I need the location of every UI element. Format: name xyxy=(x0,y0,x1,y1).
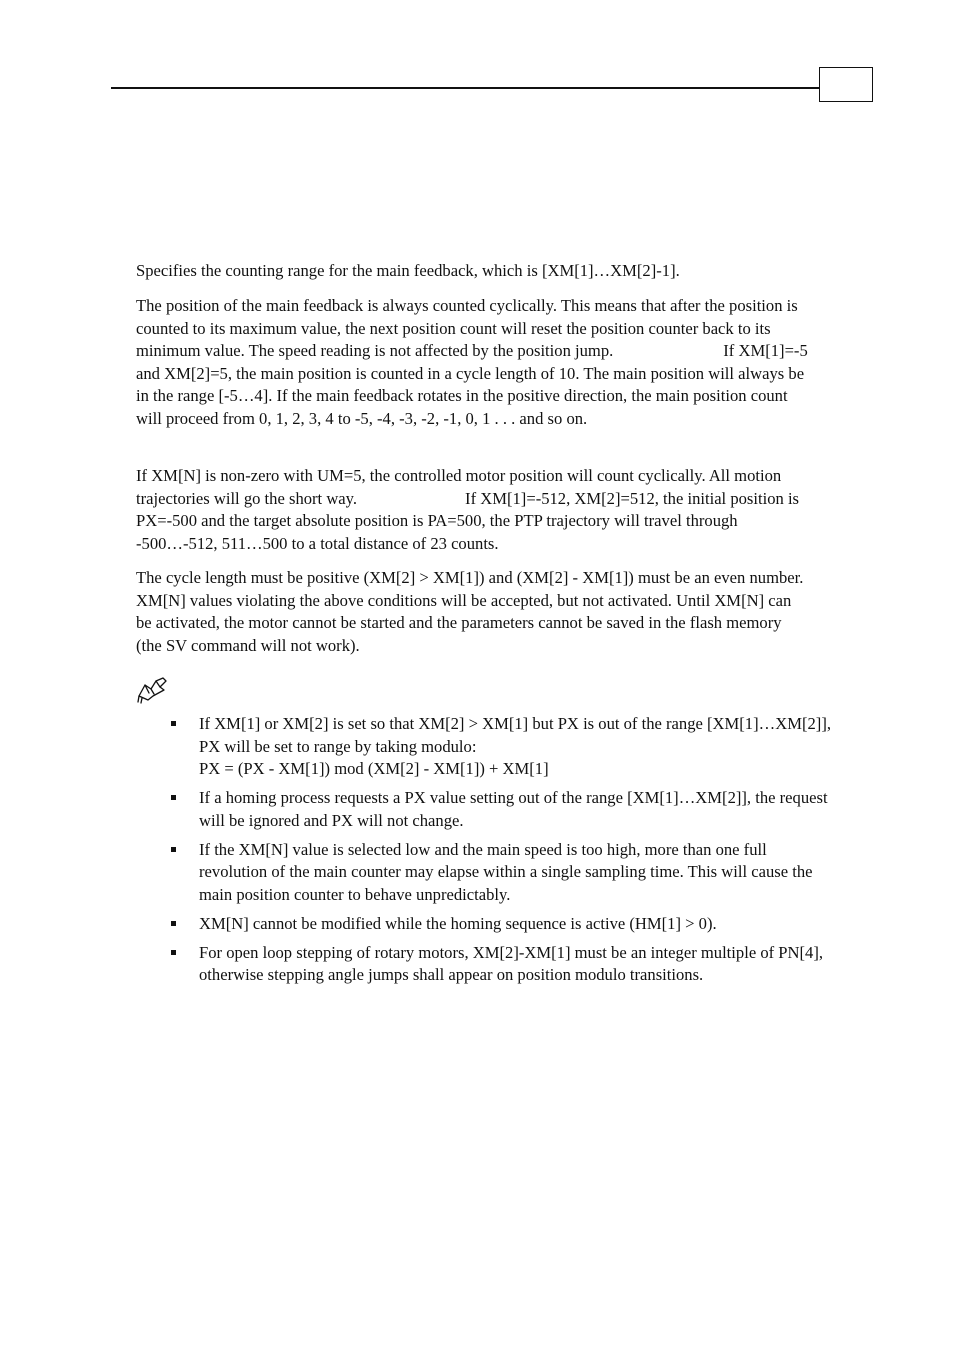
note-formula: PX = (PX - XM[1]) mod (XM[2] - XM[1]) + XM[1] xyxy=(199,759,549,778)
paragraph-cyclic-counting-text: The position of the main feedback is always counted cyclically. This means that after the position is counted to its maximum value, the next position count will reset the position counter back to its minimum value. The speed reading is not affected by the position jump. xyxy=(136,296,798,360)
note-text: If the XM[N] value is selected low and the main speed is too high, more than one full revolution of the main counter may elapse within a single sampling time. This will cause the main position counter to behave unpredictably. xyxy=(199,839,813,904)
paragraph-cyclic-counting xyxy=(136,295,808,430)
paragraph-um5 xyxy=(136,465,808,555)
note-text: If XM[1] or XM[2] is set so that XM[2] > XM[1] but PX is out of the range [XM[1]…XM[2]], PX will be set to range by taking modulo: xyxy=(199,714,831,756)
list-item xyxy=(171,942,831,987)
paragraph-um5-example: If XM[1]=-512, XM[2]=512, the initial position is PX=-500 and the target absolute position is PA=500, the PTP trajectory will travel through -500…-512, 511…500 to a total distance of 23 counts. xyxy=(136,488,800,553)
bullet-marker xyxy=(171,795,176,800)
bullet-marker xyxy=(171,847,176,852)
paragraph-um5-text: If XM[N] is non-zero with UM=5, the controlled motor position will count cyclically. All motion trajectories will go the short way. xyxy=(136,466,782,508)
list-item xyxy=(171,713,831,781)
bullet-marker xyxy=(171,950,176,955)
note-text: XM[N] cannot be modified while the homing sequence is active (HM[1] > 0). xyxy=(199,913,717,933)
bullet-marker xyxy=(171,921,176,926)
paragraph-definition: Specifies the counting range for the main feedback, which is [XM[1]…XM[2]-1]. xyxy=(136,261,680,280)
page-number-box xyxy=(819,67,873,102)
list-item xyxy=(171,787,831,832)
bullet-marker xyxy=(171,721,176,726)
note-hand-icon xyxy=(136,674,170,704)
note-text: For open loop stepping of rotary motors, XM[2]-XM[1] must be an integer multiple of PN[4], otherwise stepping angle jumps shall appear on position modulo transitions. xyxy=(199,942,824,984)
list-item xyxy=(171,913,831,936)
paragraph-cyclic-example: If XM[1]=-5 and XM[2]=5, the main position is counted in a cycle length of 10. The main position will always be in the range [-5…4]. If the main feedback rotates in the positive direction, the main position count will proceed from 0, 1, 2, 3, 4 to -5, -4, -3, -2, -1, 0, 1 . . . and so on. xyxy=(136,341,808,428)
header-rule xyxy=(111,87,819,89)
note-text: If a homing process requests a PX value setting out of the range [XM[1]…XM[2]], the request will be ignored and PX will not change. xyxy=(199,788,828,830)
list-item xyxy=(171,839,831,907)
paragraph-cycle-length: The cycle length must be positive (XM[2] > XM[1]) and (XM[2] - XM[1]) must be an even number. XM[N] values violating the above conditions will be accepted, but not activated. Until XM[N] can be activated, the motor cannot be started and the parameters cannot be saved in the flash memory (the SV command will not work). xyxy=(136,568,804,655)
notes-list xyxy=(171,713,831,993)
